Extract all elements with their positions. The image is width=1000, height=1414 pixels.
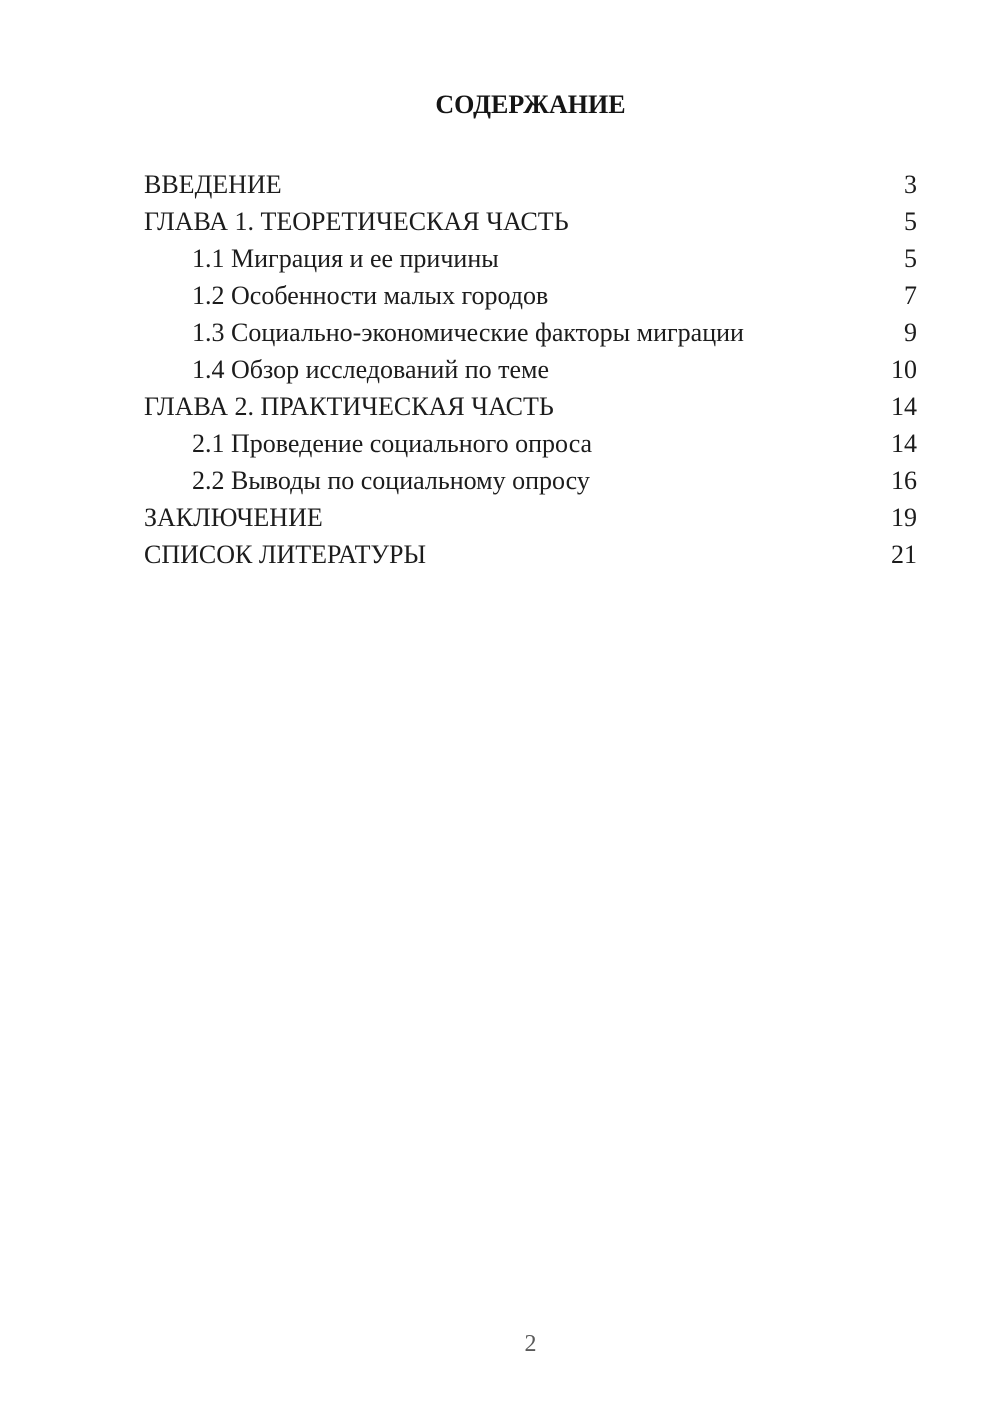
toc-entry-page: 21 xyxy=(891,540,917,569)
toc-row xyxy=(144,314,917,351)
toc-entry-page: 14 xyxy=(891,392,917,421)
toc-row xyxy=(144,536,917,573)
toc-row xyxy=(144,425,917,462)
toc-entry-page: 7 xyxy=(904,281,917,310)
toc-entry-page: 9 xyxy=(904,318,917,347)
page-title: СОДЕРЖАНИЕ xyxy=(435,90,626,119)
toc-entry-label: ЗАКЛЮЧЕНИЕ xyxy=(144,503,323,532)
footer-page-number: 2 xyxy=(524,1331,537,1357)
toc-entry-page: 3 xyxy=(904,170,917,199)
toc-row xyxy=(144,351,917,388)
toc-entry-page: 10 xyxy=(891,355,917,384)
toc-row xyxy=(144,166,917,203)
toc-row xyxy=(144,499,917,536)
toc-entry-label: 1.2 Особенности малых городов xyxy=(192,281,549,310)
page-footer xyxy=(144,1330,917,1358)
toc-entry-page: 16 xyxy=(891,466,917,495)
toc-entry-label: 1.4 Обзор исследований по теме xyxy=(192,355,550,384)
toc-entry-label: ВВЕДЕНИЕ xyxy=(144,170,282,199)
toc-entry-label: 2.2 Выводы по социальному опросу xyxy=(192,466,590,495)
table-of-contents xyxy=(144,166,917,573)
toc-entry-label: СПИСОК ЛИТЕРАТУРЫ xyxy=(144,540,427,569)
toc-entry-label: ГЛАВА 2. ПРАКТИЧЕСКАЯ ЧАСТЬ xyxy=(144,392,554,421)
toc-entry-page: 19 xyxy=(891,503,917,532)
toc-row xyxy=(144,388,917,425)
toc-row xyxy=(144,277,917,314)
toc-entry-page: 14 xyxy=(891,429,917,458)
toc-entry-label: ГЛАВА 1. ТЕОРЕТИЧЕСКАЯ ЧАСТЬ xyxy=(144,207,569,236)
toc-entry-label: 1.3 Социально-экономические факторы миграции xyxy=(192,318,744,347)
toc-row xyxy=(144,203,917,240)
toc-row xyxy=(144,240,917,277)
toc-entry-page: 5 xyxy=(904,207,917,236)
toc-entry-label: 2.1 Проведение социального опроса xyxy=(192,429,593,458)
toc-row xyxy=(144,462,917,499)
toc-entry-label: 1.1 Миграция и ее причины xyxy=(192,244,499,273)
toc-entry-page: 5 xyxy=(904,244,917,273)
